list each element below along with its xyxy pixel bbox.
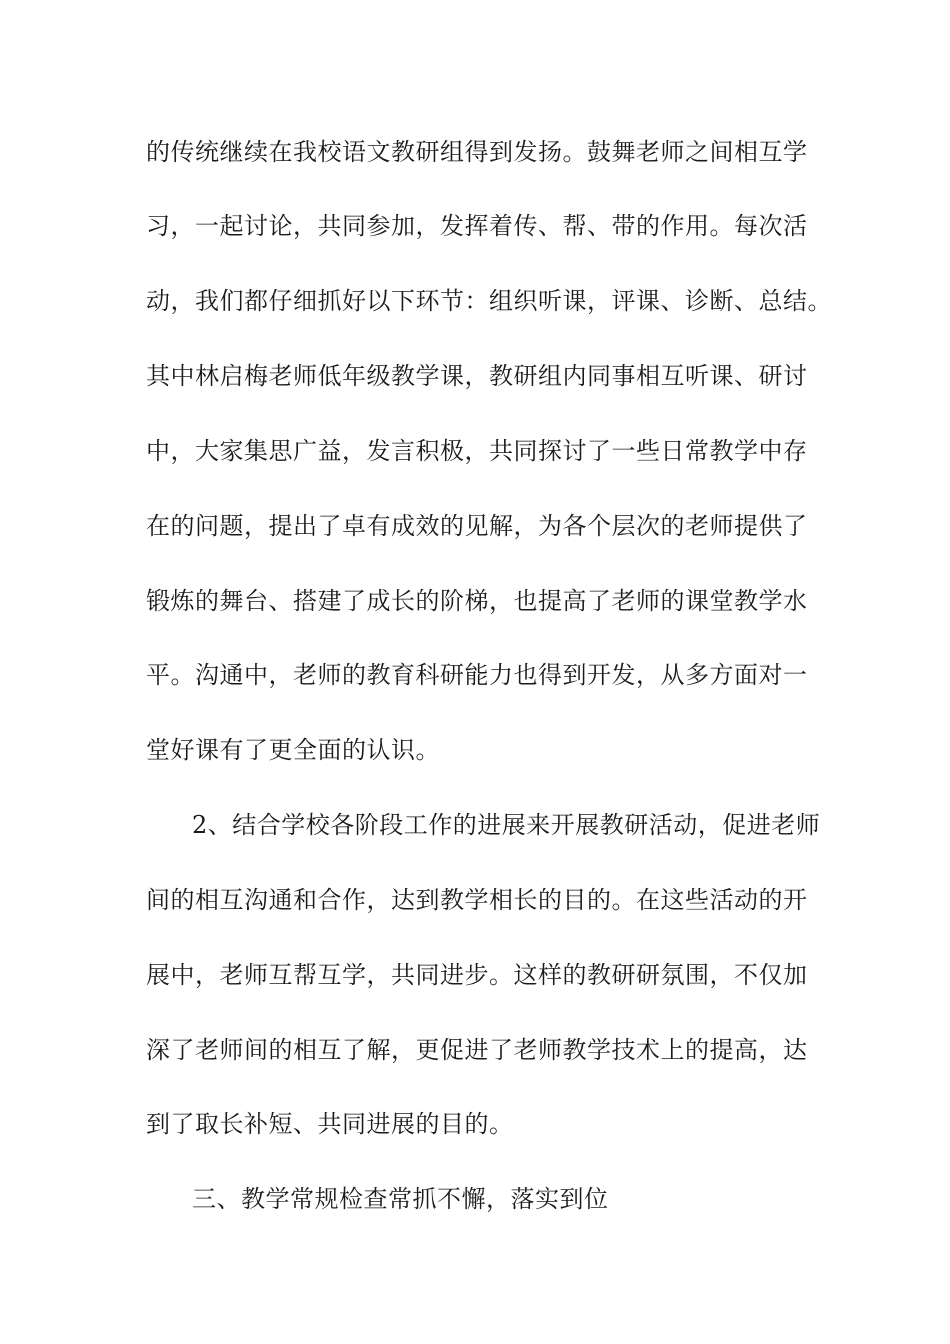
text-line: 习，一起讨论，共同参加，发挥着传、帮、带的作用。每次活 bbox=[146, 212, 808, 240]
text-line: 中，大家集思广益，发言积极，共同探讨了一些日常教学中存 bbox=[146, 437, 808, 465]
paragraph-start-line: 2、结合学校各阶段工作的进展来开展教研活动，促进老师 bbox=[192, 811, 821, 839]
section-heading: 三、教学常规检查常抓不懈，落实到位 bbox=[192, 1185, 609, 1213]
text-line: 堂好课有了更全面的认识。 bbox=[146, 736, 440, 764]
text-line: 动，我们都仔细抓好以下环节：组织听课，评课、诊断、总结。 bbox=[146, 287, 832, 315]
text-line: 在的问题，提出了卓有成效的见解，为各个层次的老师提供了 bbox=[146, 512, 808, 540]
text-line: 展中，老师互帮互学，共同进步。这样的教研研氛围，不仅加 bbox=[146, 961, 808, 989]
text-line: 间的相互沟通和合作，达到教学相长的目的。在这些活动的开 bbox=[146, 886, 808, 914]
text-line: 锻炼的舞台、搭建了成长的阶梯，也提高了老师的课堂教学水 bbox=[146, 587, 808, 615]
text-line: 其中林启梅老师低年级教学课，教研组内同事相互听课、研讨 bbox=[146, 362, 808, 390]
text-line: 平。沟通中，老师的教育科研能力也得到开发，从多方面对一 bbox=[146, 661, 808, 689]
text-line: 深了老师间的相互了解，更促进了老师教学技术上的提高，达 bbox=[146, 1036, 808, 1064]
text-line: 到了取长补短、共同进展的目的。 bbox=[146, 1110, 514, 1138]
text-line: 的传统继续在我校语文教研组得到发扬。鼓舞老师之间相互学 bbox=[146, 138, 808, 166]
